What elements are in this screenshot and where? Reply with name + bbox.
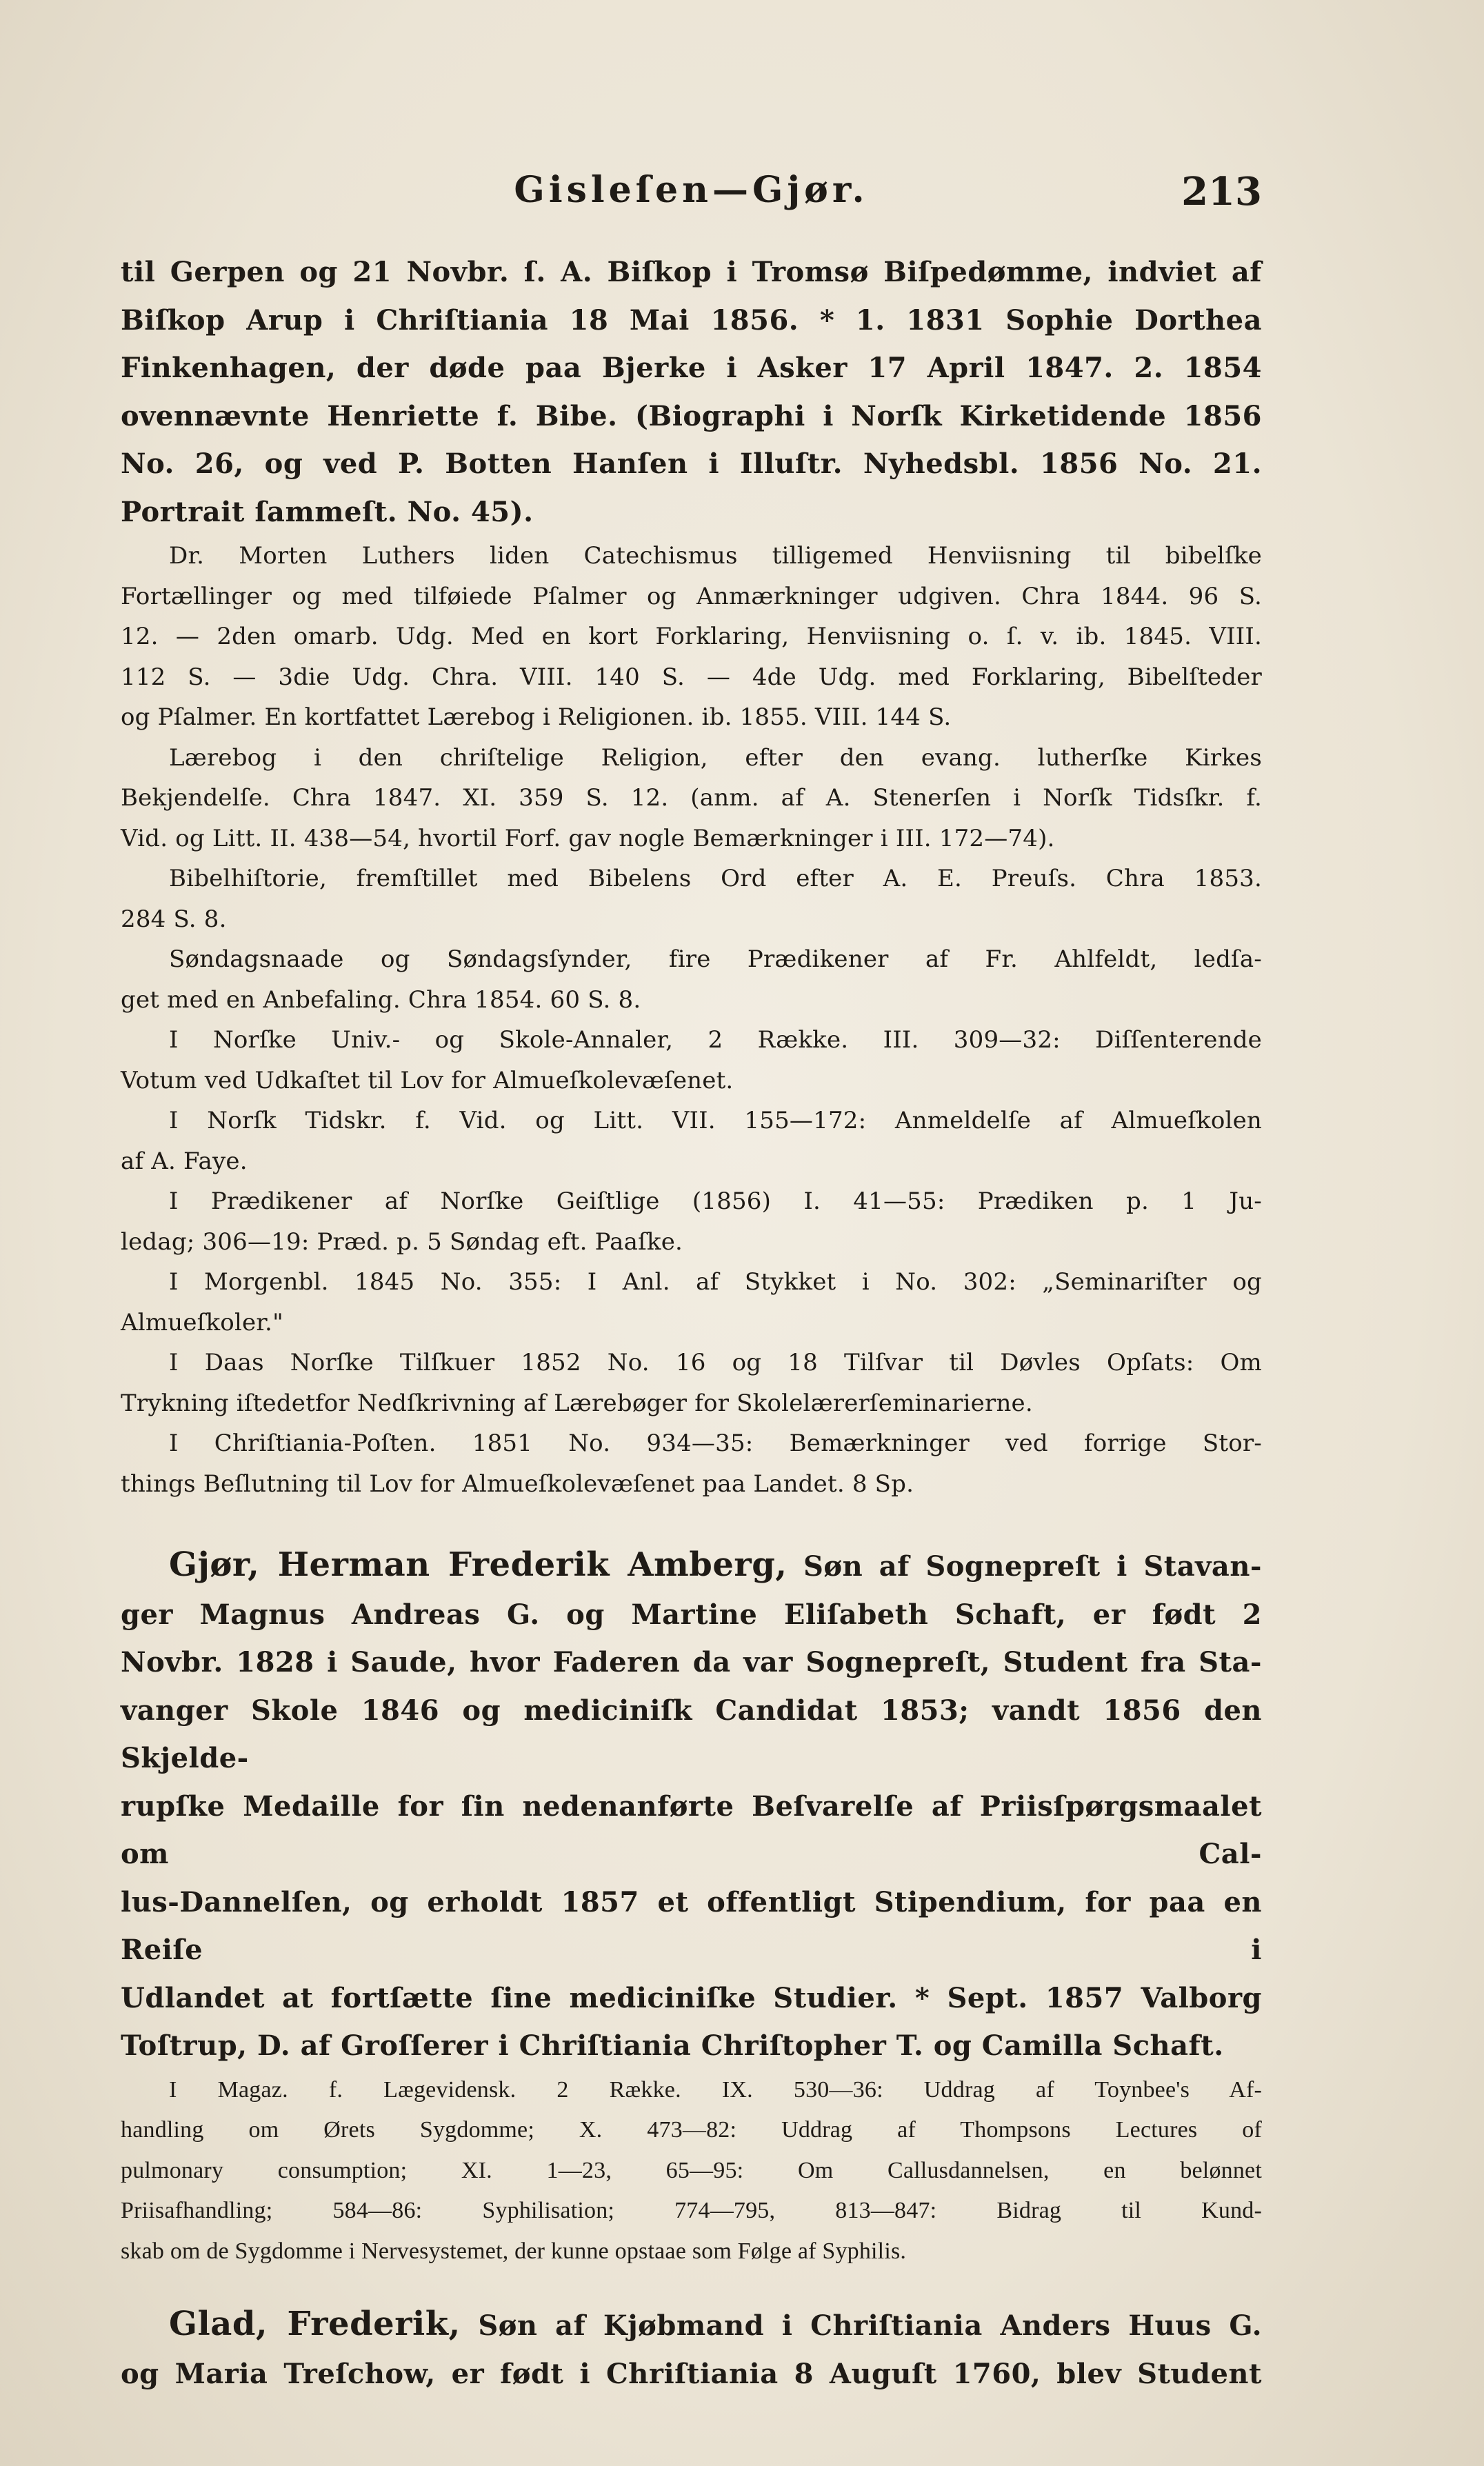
- work-entry: [121, 536, 1262, 738]
- entry-name: Gjør, Herman Frederik Amberg,: [169, 1545, 788, 1584]
- text-line: I Norſk Tidskr. f. Vid. og Litt. VII. 155—172: Anmeldelſe af Almueſkolen: [169, 1107, 1262, 1134]
- text-line: I Magaz. f. Lægevidensk. 2 Række. IX. 530—36: Uddrag af Toynbee's Af-: [169, 2076, 1262, 2103]
- work-entry: [121, 939, 1262, 1020]
- text-line: ledag; 306—19: Præd. p. 5 Søndag eft. Paaſke.: [121, 1227, 683, 1256]
- continuation-paragraph: [121, 248, 1262, 536]
- page-content: [121, 248, 1262, 2398]
- text-line: things Beſlutning til Lov for Almueſkolevæſenet paa Landet. 8 Sp.: [121, 1470, 914, 1498]
- text-line: 112 S. — 3die Udg. Chra. VIII. 140 S. — 4de Udg. med Forklaring, Bibelſteder: [121, 663, 1262, 691]
- text-line: [121, 2300, 1262, 2350]
- text-line: pulmonary consumption; XI. 1—23, 65—95: Om Callusdannelsen, en belønnet: [121, 2157, 1262, 2183]
- text-line: I Chriſtiania-Poſten. 1851 No. 934—35: Bemærkninger ved forrige Stor-: [169, 1430, 1262, 1457]
- text-line: Biſkop Arup i Chriſtiania 18 Mai 1856. * 1. 1831 Sophie Dorthea: [121, 303, 1262, 337]
- text-line: lus-Dannelſen, og erholdt 1857 et offentligt Stipendium, for paa en Reiſe i: [121, 1885, 1262, 1966]
- entry-text: Søn af Kjøbmand i Chriſtiania Anders Huus G.: [460, 2309, 1263, 2342]
- text-line: Dr. Morten Luthers liden Catechismus tilligemed Henviisning til bibelſke: [169, 542, 1262, 570]
- running-title: Gisleſen—Gjør.: [514, 169, 869, 211]
- text-line: til Gerpen og 21 Novbr. ſ. A. Biſkop i Tromsø Biſpedømme, indviet af: [121, 256, 1262, 288]
- text-line: Udlandet at fortſætte ſine mediciniſke Studier. * Sept. 1857 Valborg: [121, 1981, 1262, 2014]
- text-line: af A. Faye.: [121, 1147, 248, 1175]
- work-entry: [121, 1101, 1262, 1181]
- entry-name: Glad, Frederik,: [169, 2305, 461, 2343]
- text-line: Lærebog i den chriſtelige Religion, efter den evang. lutherſke Kirkes: [169, 743, 1262, 772]
- text-line: get med en Anbefaling. Chra 1854. 60 S. 8.: [121, 985, 641, 1014]
- work-entry: [121, 1423, 1262, 1504]
- text-line: rupſke Medaille for ſin nedenanførte Beſvarelſe af Priisſpørgsmaalet om Cal-: [121, 1790, 1262, 1870]
- entry-gjor: [121, 1541, 1262, 2070]
- text-line: Priisafhandling; 584—86: Syphilisation; 774—795, 813—847: Bidrag til Kund-: [121, 2198, 1262, 2223]
- work-entry: [121, 1262, 1262, 1343]
- work-entry: [121, 1181, 1262, 1262]
- entry-glad: [121, 2300, 1262, 2398]
- text-line: Almueſkoler.": [121, 1308, 283, 1336]
- text-line: Vid. og Litt. II. 438—54, hvortil Forf. gav nogle Bemærkninger i III. 172—74).: [121, 824, 1055, 852]
- works-list: [121, 536, 1262, 1504]
- text-line: vanger Skole 1846 og mediciniſk Candidat 1853; vandt 1856 den Skjelde-: [121, 1694, 1262, 1774]
- text-line: I Morgenbl. 1845 No. 355: I Anl. af Stykket i No. 302: „Seminariſter og: [169, 1268, 1262, 1296]
- text-line: [121, 1541, 1262, 1591]
- text-line: Bekjendelſe. Chra 1847. XI. 359 S. 12. (anm. af A. Stenerſen i Norſk Tidsſkr. f.: [121, 784, 1262, 812]
- text-line: Toſtrup, D. af Groſſerer i Chriſtiania Chriſtopher T. og Camilla Schaft.: [121, 2029, 1224, 2062]
- text-line: I Daas Norſke Tilſkuer 1852 No. 16 og 18 Tilſvar til Døvles Opſats: Om: [169, 1349, 1262, 1376]
- text-line: skab om de Sygdomme i Nervesystemet, der kunne opstaae som Følge af Syphilis.: [121, 2238, 907, 2264]
- text-line: 284 S. 8.: [121, 905, 227, 933]
- page-header: [121, 169, 1262, 224]
- text-line: handling om Ørets Sygdomme; X. 473—82: Uddrag af Thompsons Lectures of: [121, 2117, 1262, 2143]
- text-line: Votum ved Udkaſtet til Lov for Almueſkolevæſenet.: [121, 1066, 734, 1094]
- text-line: Finkenhagen, der døde paa Bjerke i Asker 17 April 1847. 2. 1854: [121, 352, 1262, 384]
- text-line: Søndagsnaade og Søndagsſynder, fire Prædikener af Fr. Ahlfeldt, ledſa-: [169, 945, 1262, 973]
- text-line: ovennævnte Henriette f. Bibe. (Biographi i Norſk Kirketidende 1856: [121, 399, 1262, 432]
- text-line: I Norſke Univ.- og Skole-Annaler, 2 Række. III. 309—32: Diſſenterende: [169, 1026, 1262, 1054]
- text-line: Trykning iſtedetfor Nedſkrivning af Lærebøger for Skolelærerſeminarierne.: [121, 1389, 1033, 1417]
- text-line: Fortællinger og med tilføiede Pſalmer og Anmærkninger udgiven. Chra 1844. 96 S.: [121, 582, 1262, 610]
- gjor-works: [121, 2070, 1262, 2272]
- work-entry: [121, 859, 1262, 939]
- work-entry: [121, 1020, 1262, 1101]
- page-number: 213: [1181, 169, 1262, 214]
- work-entry: [121, 738, 1262, 859]
- text-line: Bibelhiſtorie, fremſtillet med Bibelens Ord efter A. E. Preuſs. Chra 1853.: [169, 865, 1262, 892]
- entry-text: Søn af Sognepreſt i Stavan-: [787, 1550, 1262, 1583]
- work-entry: [121, 1343, 1262, 1423]
- text-line: og Maria Treſchow, er født i Chriſtiania 8 Auguſt 1760, blev Student: [121, 2357, 1262, 2390]
- text-line: No. 26, og ved P. Botten Hanſen i Illuſtr. Nyhedsbl. 1856 No. 21.: [121, 448, 1262, 480]
- text-line: I Prædikener af Norſke Geiſtlige (1856) I. 41—55: Prædiken p. 1 Ju-: [169, 1187, 1262, 1215]
- text-line: Novbr. 1828 i Saude, hvor Faderen da var Sognepreſt, Student fra Sta-: [121, 1646, 1262, 1678]
- text-line: ger Magnus Andreas G. og Martine Eliſabeth Schaft, er født 2: [121, 1598, 1262, 1631]
- text-line: Portrait ſammeſt. No. 45).: [121, 495, 534, 528]
- text-line: 12. — 2den omarb. Udg. Med en kort Forklaring, Henviisning o. ſ. v. ib. 1845. VIII.: [121, 623, 1262, 650]
- text-line: og Pſalmer. En kortfattet Lærebog i Religionen. ib. 1855. VIII. 144 S.: [121, 703, 952, 731]
